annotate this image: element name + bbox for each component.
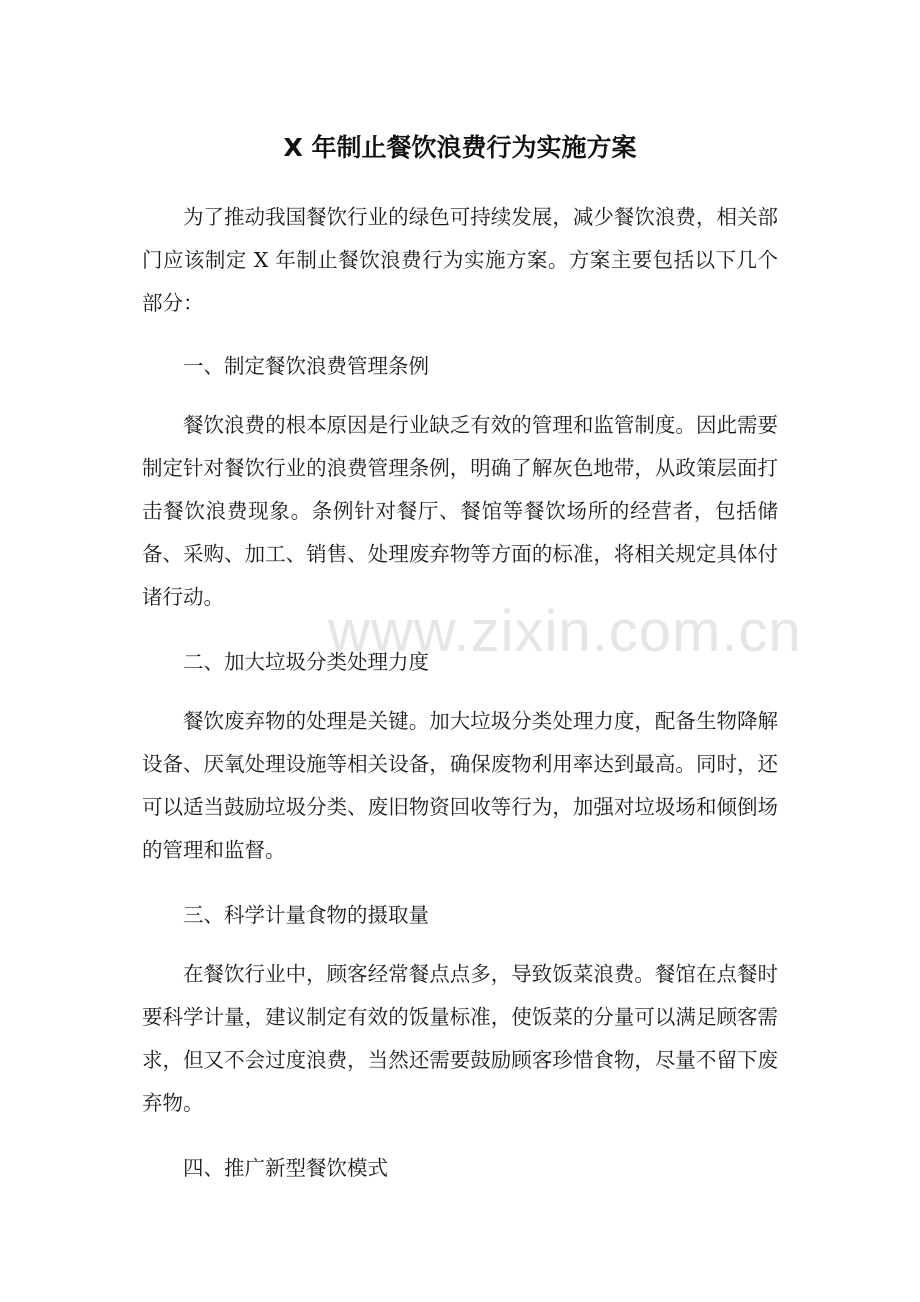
watermark: www.zixin.com.cn — [328, 599, 802, 664]
intro-paragraph: 为了推动我国餐饮行业的绿色可持续发展，减少餐饮浪费，相关部门应该制定 X 年制止餐饮浪费行为实施方案。方案主要包括以下几个部分： — [142, 205, 778, 315]
section-heading-4: 四、推广新型餐饮模式 — [183, 1156, 388, 1180]
document-body — [142, 196, 778, 1190]
section-body-1: 餐饮浪费的根本原因是行业缺乏有效的管理和监管制度。因此需要制定针对餐饮行业的浪费管理条例，明确了解灰色地带，从政策层面打击餐饮浪费现象。条例针对餐厅、餐馆等餐饮场所的经营者，包括储备、采购、加工、销售、处理废弃物等方面的标准，将相关规定具体付诸行动。 — [142, 413, 778, 609]
section-heading-2: 二、加大垃圾分类处理力度 — [183, 650, 429, 674]
section-body-2: 餐饮废弃物的处理是关键。加大垃圾分类处理力度，配备生物降解设备、厌氧处理设施等相关设备，确保废物利用率达到最高。同时，还可以适当鼓励垃圾分类、废旧物资回收等行为，加强对垃圾场和倾倒场的管理和监督。 — [142, 709, 778, 862]
document-title: X 年制止餐饮浪费行为实施方案 — [283, 133, 637, 162]
section-heading-3: 三、科学计量食物的摄取量 — [183, 903, 429, 927]
section-body-3: 在餐饮行业中，顾客经常餐点点多，导致饭菜浪费。餐馆在点餐时要科学计量，建议制定有效的饭量标准，使饭菜的分量可以满足顾客需求，但又不会过度浪费，当然还需要鼓励顾客珍惜食物，尽量不留下废弃物。 — [142, 962, 778, 1115]
section-heading-1: 一、制定餐饮浪费管理条例 — [183, 354, 429, 378]
